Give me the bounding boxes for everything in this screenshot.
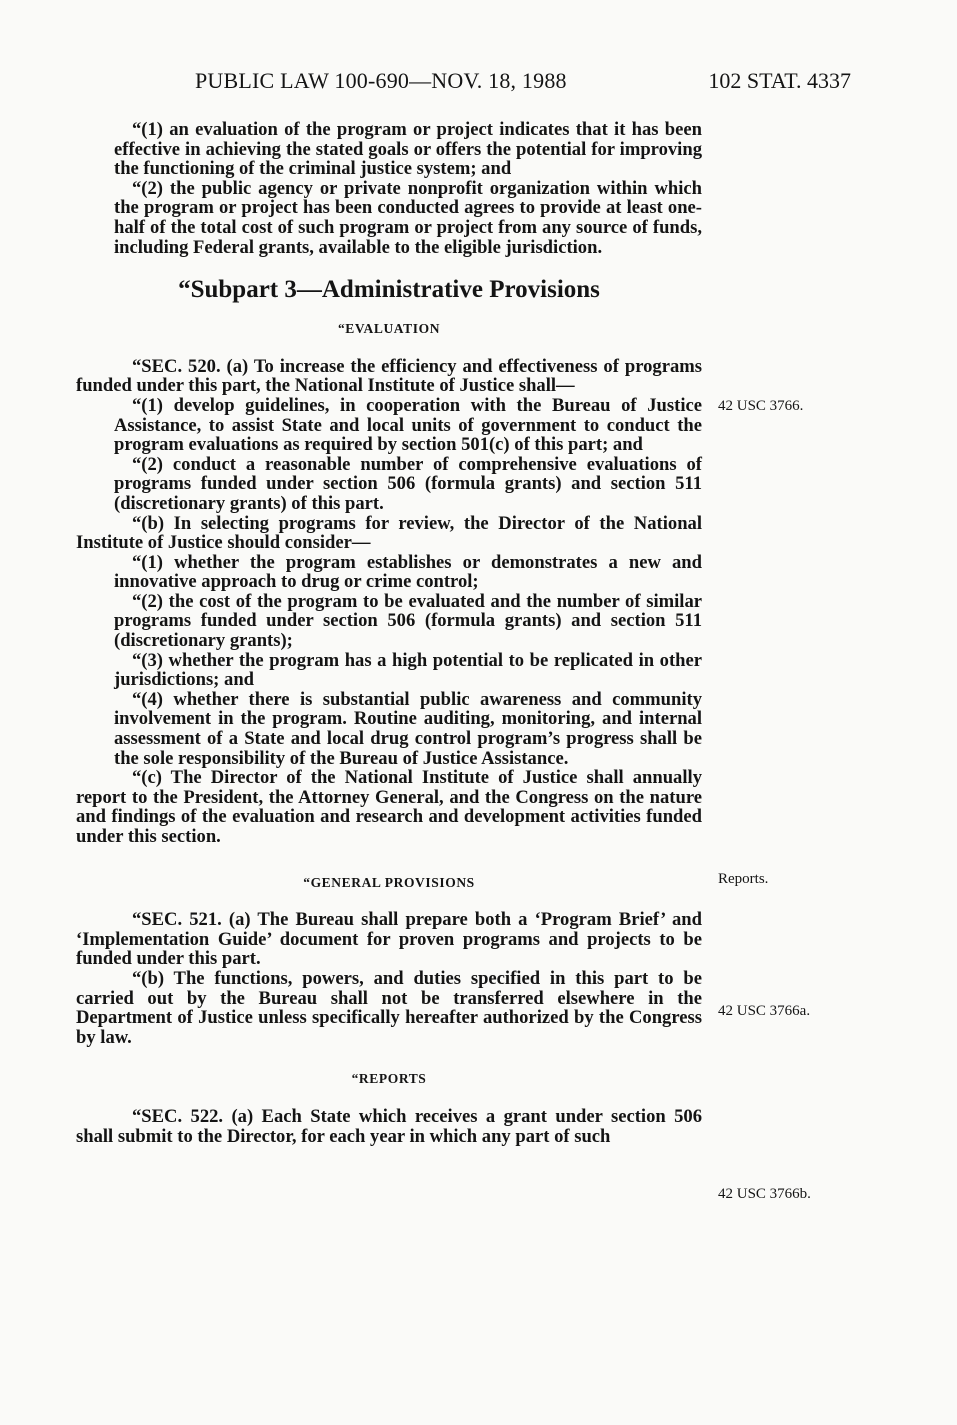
sec-521-a: “SEC. 521. (a) The Bureau shall prepare both a ‘Program Brief’ and ‘Implementation Guide’ document for proven programs and projects to be funded under this part. — [76, 909, 702, 970]
sec-520-a: “SEC. 520. (a) To increase the efficiency and effectiveness of programs funded under this part, the National Institute of Justice shall— — [76, 355, 702, 397]
sec-520-b2: “(2) the cost of the program to be evaluated and the number of similar programs funded under section 506 (formula grants) and section 511 (discretionary grants); — [114, 590, 702, 652]
paragraph-1: “(1) an evaluation of the program or project indicates that it has been effective in achieving the stated goals or offers the potential for improving the functioning of the criminal justice system; and — [114, 119, 702, 180]
sec-520-a2: “(2) conduct a reasonable number of comprehensive evaluations of programs funded under section 506 (formula grants) and section 511 (discretionary grants) of this part. — [114, 453, 702, 514]
sec-520-c: “(c) The Director of the National Institute of Justice shall annually report to the President, the Attorney General, and the Congress on the nature and findings of the evaluation and research and development activities funded under this section. — [76, 767, 702, 847]
header-citation: PUBLIC LAW 100-690—NOV. 18, 1988 — [195, 68, 567, 93]
sec-520-b3: “(3) whether the program has a high potential to be replicated in other jurisdictions; and — [114, 649, 702, 691]
sec-520-b4: “(4) whether there is substantial public awareness and community involvement in the program. Routine auditing, monitoring, and internal assessment of a State and local drug control program’s progress shall be the sole responsibility of the Bureau of Justice Assistance. — [114, 688, 702, 769]
sec-520-b1: “(1) whether the program establishes or demonstrates a new and innovative approach to drug or crime control; — [114, 551, 702, 593]
header-page-number: 102 STAT. 4337 — [708, 68, 851, 93]
page-body — [76, 120, 702, 1146]
section-heading-evaluation: “EVALUATION — [337, 321, 441, 337]
margin-note-42-usc-3766b: 42 USC 3766b. — [718, 1186, 811, 1202]
subpart-heading: “Subpart 3—Administrative Provisions — [178, 276, 600, 304]
section-heading-general: “GENERAL PROVISIONS — [303, 874, 475, 890]
page-header — [195, 68, 851, 98]
paragraph-2: “(2) the public agency or private nonprofit organization within which the program or project has been conducted agrees to provide at least one-half of the total cost of such program or project from any source of funds, including Federal grants, available to the eligible jurisdiction. — [114, 177, 702, 258]
sec-520-a1: “(1) develop guidelines, in cooperation with the Bureau of Justice Assistance, to assist State and local units of government to conduct the program evaluations as required by section 501(c) of this part; and — [114, 394, 702, 456]
sec-521-b: “(b) The functions, powers, and duties specified in this part to be carried out by the Bureau shall not be transferred elsewhere in the Department of Justice unless specifically hereafter authorized by the Congress by law. — [76, 967, 702, 1048]
section-heading-reports: “REPORTS — [351, 1071, 427, 1087]
sec-522-a: “SEC. 522. (a) Each State which receives a grant under section 506 shall submit to the Director, for each year in which any part of such — [76, 1105, 702, 1147]
margin-note-42-usc-3766a: 42 USC 3766a. — [718, 1003, 811, 1019]
margin-note-reports: Reports. — [718, 871, 769, 887]
margin-note-42-usc-3766: 42 USC 3766. — [718, 398, 804, 414]
sec-520-b: “(b) In selecting programs for review, the Director of the National Institute of Justice should consider— — [76, 512, 702, 554]
